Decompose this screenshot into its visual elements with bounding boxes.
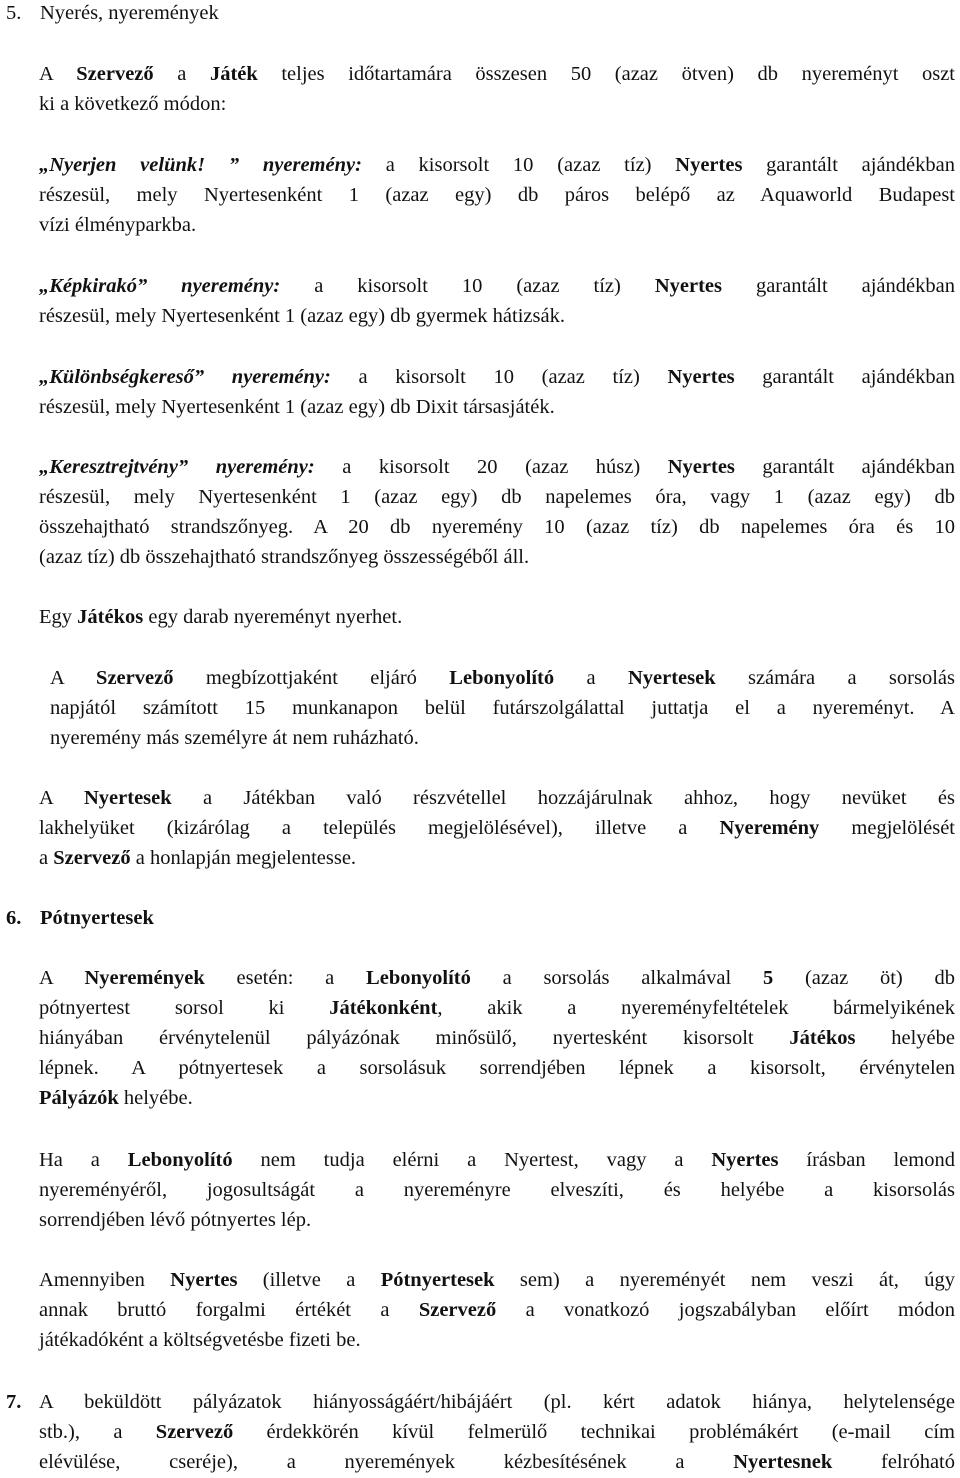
section-number: 7. — [6, 1391, 22, 1413]
paragraph-line: ki a következő módon: — [39, 93, 227, 115]
paragraph-line: részesül, mely Nyertesenként 1 (azaz egy) db páros belépő az Aquaworld Budapest — [39, 184, 955, 206]
paragraph-line: elévülése, cseréje), a nyeremények kézbesítésének a Nyertesnek felróható — [39, 1451, 955, 1473]
paragraph-line: lakhelyüket (kizárólag a település megjelölésével), illetve a Nyeremény megjelölését — [39, 817, 955, 839]
paragraph-line: A Nyertesek a Játékban való részvétellel hozzájárulnak ahhoz, hogy nevüket és — [39, 787, 955, 809]
section-title: Nyerés, nyeremények — [40, 2, 219, 24]
paragraph-line: stb.), a Szervező érdekkörén kívül felmerülő technikai problémákért (e-mail cím — [39, 1421, 955, 1443]
paragraph-line: Amennyiben Nyertes (illetve a Pótnyertesek sem) a nyereményét nem veszi át, úgy — [39, 1269, 955, 1291]
section-6-heading — [6, 908, 154, 929]
paragraph-line: részesül, mely Nyertesenként 1 (azaz egy) db napelemes óra, vagy 1 (azaz egy) db — [39, 486, 955, 508]
paragraph-line: Ha a Lebonyolító nem tudja elérni a Nyertest, vagy a Nyertes írásban lemond — [39, 1149, 955, 1171]
section-number: 6. — [6, 907, 22, 929]
prize-kulonbsegkereso-line: „Különbségkereső” nyeremény: a kisorsolt 10 (azaz tíz) Nyertes garantált ajándékban — [39, 366, 955, 388]
paragraph-line: játékadóként a költségvetésbe fizeti be. — [39, 1329, 361, 1351]
paragraph-line: nyereményéről, jogosultságát a nyereményre elveszíti, és helyébe a kisorsolás — [39, 1179, 955, 1201]
paragraph-line: Pályázók helyébe. — [39, 1087, 193, 1109]
paragraph-line: pótnyertest sorsol ki Játékonként, akik a nyereményfeltételek bármelyikének — [39, 997, 955, 1019]
paragraph-line: vízi élményparkba. — [39, 214, 197, 236]
paragraph-line: annak bruttó forgalmi értékét a Szervező a vonatkozó jogszabályban előírt módon — [39, 1299, 955, 1321]
prize-nyerjen-line: „Nyerjen velünk! ” nyeremény: a kisorsolt 10 (azaz tíz) Nyertes garantált ajándékban — [39, 154, 955, 176]
paragraph-line: A beküldött pályázatok hiányosságáért/hibájáért (pl. kért adatok hiánya, helytelensége — [39, 1391, 955, 1413]
section-number: 5. — [6, 2, 22, 24]
paragraph-line: A Szervező a Játék teljes időtartamára összesen 50 (azaz ötven) db nyereményt oszt — [39, 63, 955, 85]
paragraph-line: hiányában érvénytelenül pályázónak minősülő, nyertesként kisorsolt Játékos helyébe — [39, 1027, 955, 1049]
paragraph-line: részesül, mely Nyertesenként 1 (azaz egy) db gyermek hátizsák. — [39, 305, 565, 327]
paragraph-line: összehajtható strandszőnyeg. A 20 db nyeremény 10 (azaz tíz) db napelemes óra és 10 — [39, 516, 955, 538]
paragraph-line: sorrendjében lévő pótnyertes lép. — [39, 1209, 312, 1231]
paragraph-line: A Szervező megbízottjaként eljáró Lebonyolító a Nyertesek számára a sorsolás — [50, 667, 955, 689]
paragraph-line: a Szervező a honlapján megjelentesse. — [39, 847, 357, 869]
paragraph-line: Egy Játékos egy darab nyereményt nyerhet. — [39, 606, 403, 628]
section-title: Pótnyertesek — [40, 907, 154, 929]
paragraph-line: napjától számított 15 munkanapon belül futárszolgálattal juttatja el a nyereményt. A — [50, 697, 955, 719]
paragraph-line: nyeremény más személyre át nem ruházható. — [50, 727, 419, 749]
prize-keresztrejtveny-line: „Keresztrejtvény” nyeremény: a kisorsolt 20 (azaz húsz) Nyertes garantált ajándékban — [39, 456, 956, 478]
section-7-number — [6, 1392, 40, 1413]
paragraph-line: A Nyeremények esetén: a Lebonyolító a sorsolás alkalmával 5 (azaz öt) db — [39, 967, 955, 989]
paragraph-line: részesül, mely Nyertesenként 1 (azaz egy) db Dixit társasjáték. — [39, 396, 555, 418]
prize-kepkirako-line: „Képkirakó” nyeremény: a kisorsolt 10 (azaz tíz) Nyertes garantált ajándékban — [39, 275, 955, 297]
paragraph-line: (azaz tíz) db összehajtható strandszőnyeg összességéből áll. — [39, 546, 530, 568]
section-5-heading — [6, 3, 219, 24]
paragraph-line: lépnek. A pótnyertesek a sorsolásuk sorrendjében lépnek a kisorsolt, érvénytelen — [39, 1057, 955, 1079]
